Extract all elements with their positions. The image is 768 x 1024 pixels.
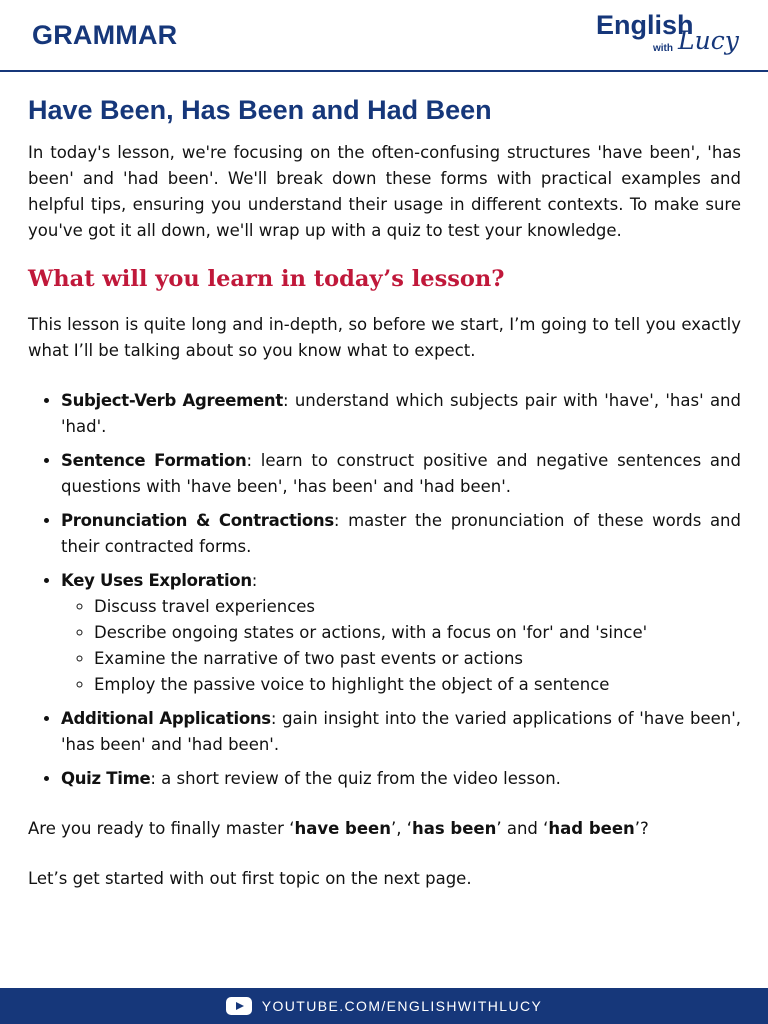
ready-sep: ’, ‘ xyxy=(390,819,412,838)
logo-with-text: with xyxy=(653,43,673,54)
closing-paragraph: Let’s get started with out first topic on the next page. xyxy=(28,869,472,888)
brand-logo xyxy=(596,10,746,64)
sub-item: ◦ Examine the narrative of two past events or actions xyxy=(94,646,741,672)
topic-item xyxy=(61,448,741,500)
ready-question xyxy=(28,816,741,842)
topic-term: Sentence Formation xyxy=(61,451,247,470)
topic-text: : master the pronunciation of these words and their contracted forms. xyxy=(61,511,741,556)
ready-prefix: Are you ready to finally master ‘ xyxy=(28,819,295,838)
topic-list xyxy=(28,388,741,792)
topic-item xyxy=(61,568,741,698)
logo-english-text: English xyxy=(596,10,694,40)
topic-item xyxy=(61,766,741,792)
lead-paragraph: This lesson is quite long and in-depth, so before we start, I’m going to tell you exactly what I’ll be talking about so you know what to expect. xyxy=(28,315,741,360)
ready-suffix: ’? xyxy=(634,819,649,838)
key-uses-sublist xyxy=(61,594,741,698)
topic-text: : a short review of the quiz from the video lesson. xyxy=(150,769,561,788)
logo-lucy-text: Lucy xyxy=(678,26,739,55)
sub-item: ◦ Discuss travel experiences xyxy=(94,594,741,620)
lesson-content xyxy=(28,92,741,892)
topic-text: : understand which subjects pair with 'have', 'has' and 'had'. xyxy=(61,391,741,436)
topic-item xyxy=(61,388,741,440)
topic-text: : gain insight into the varied applications of 'have been', 'has been' and 'had been'. xyxy=(61,709,741,754)
sub-item: ◦ Employ the passive voice to highlight the object of a sentence xyxy=(94,672,741,698)
intro-paragraph: In today's lesson, we're focusing on the often-confusing structures 'have been', 'has been' and 'had been'. We'll break down these forms with practical examples and helpful tips, ensuring you understand their usage in different contexts. To make sure you've got it all down, we'll wrap up with a quiz to test your knowledge. xyxy=(28,143,741,240)
ready-term-has-been: has been xyxy=(411,819,497,838)
topic-term: Key Uses Exploration xyxy=(61,571,252,590)
sub-item: ◦ Describe ongoing states or actions, with a focus on 'for' and 'since' xyxy=(94,620,741,646)
section-subtitle: What will you learn in today’s lesson? xyxy=(28,266,505,292)
topic-term: Additional Applications xyxy=(61,709,271,728)
topic-item xyxy=(61,508,741,560)
topic-text: : xyxy=(251,571,258,590)
ready-sep: ’ and ‘ xyxy=(496,819,549,838)
page-title: Have Been, Has Been and Had Been xyxy=(28,95,492,125)
topic-term: Pronunciation & Contractions xyxy=(61,511,334,530)
topic-text: : learn to construct positive and negative sentences and questions with 'have been', 'has been' and 'had been'. xyxy=(61,451,741,496)
page-footer xyxy=(0,988,768,1024)
topic-item xyxy=(61,706,741,758)
page-header xyxy=(0,0,768,72)
youtube-icon xyxy=(226,997,252,1015)
section-label: GRAMMAR xyxy=(32,20,178,50)
ready-term-had-been: had been xyxy=(548,819,635,838)
youtube-link[interactable]: YOUTUBE.COM/ENGLISHWITHLUCY xyxy=(261,998,543,1014)
ready-term-have-been: have been xyxy=(294,819,391,838)
topic-term: Quiz Time xyxy=(61,769,151,788)
topic-term: Subject-Verb Agreement xyxy=(61,391,283,410)
